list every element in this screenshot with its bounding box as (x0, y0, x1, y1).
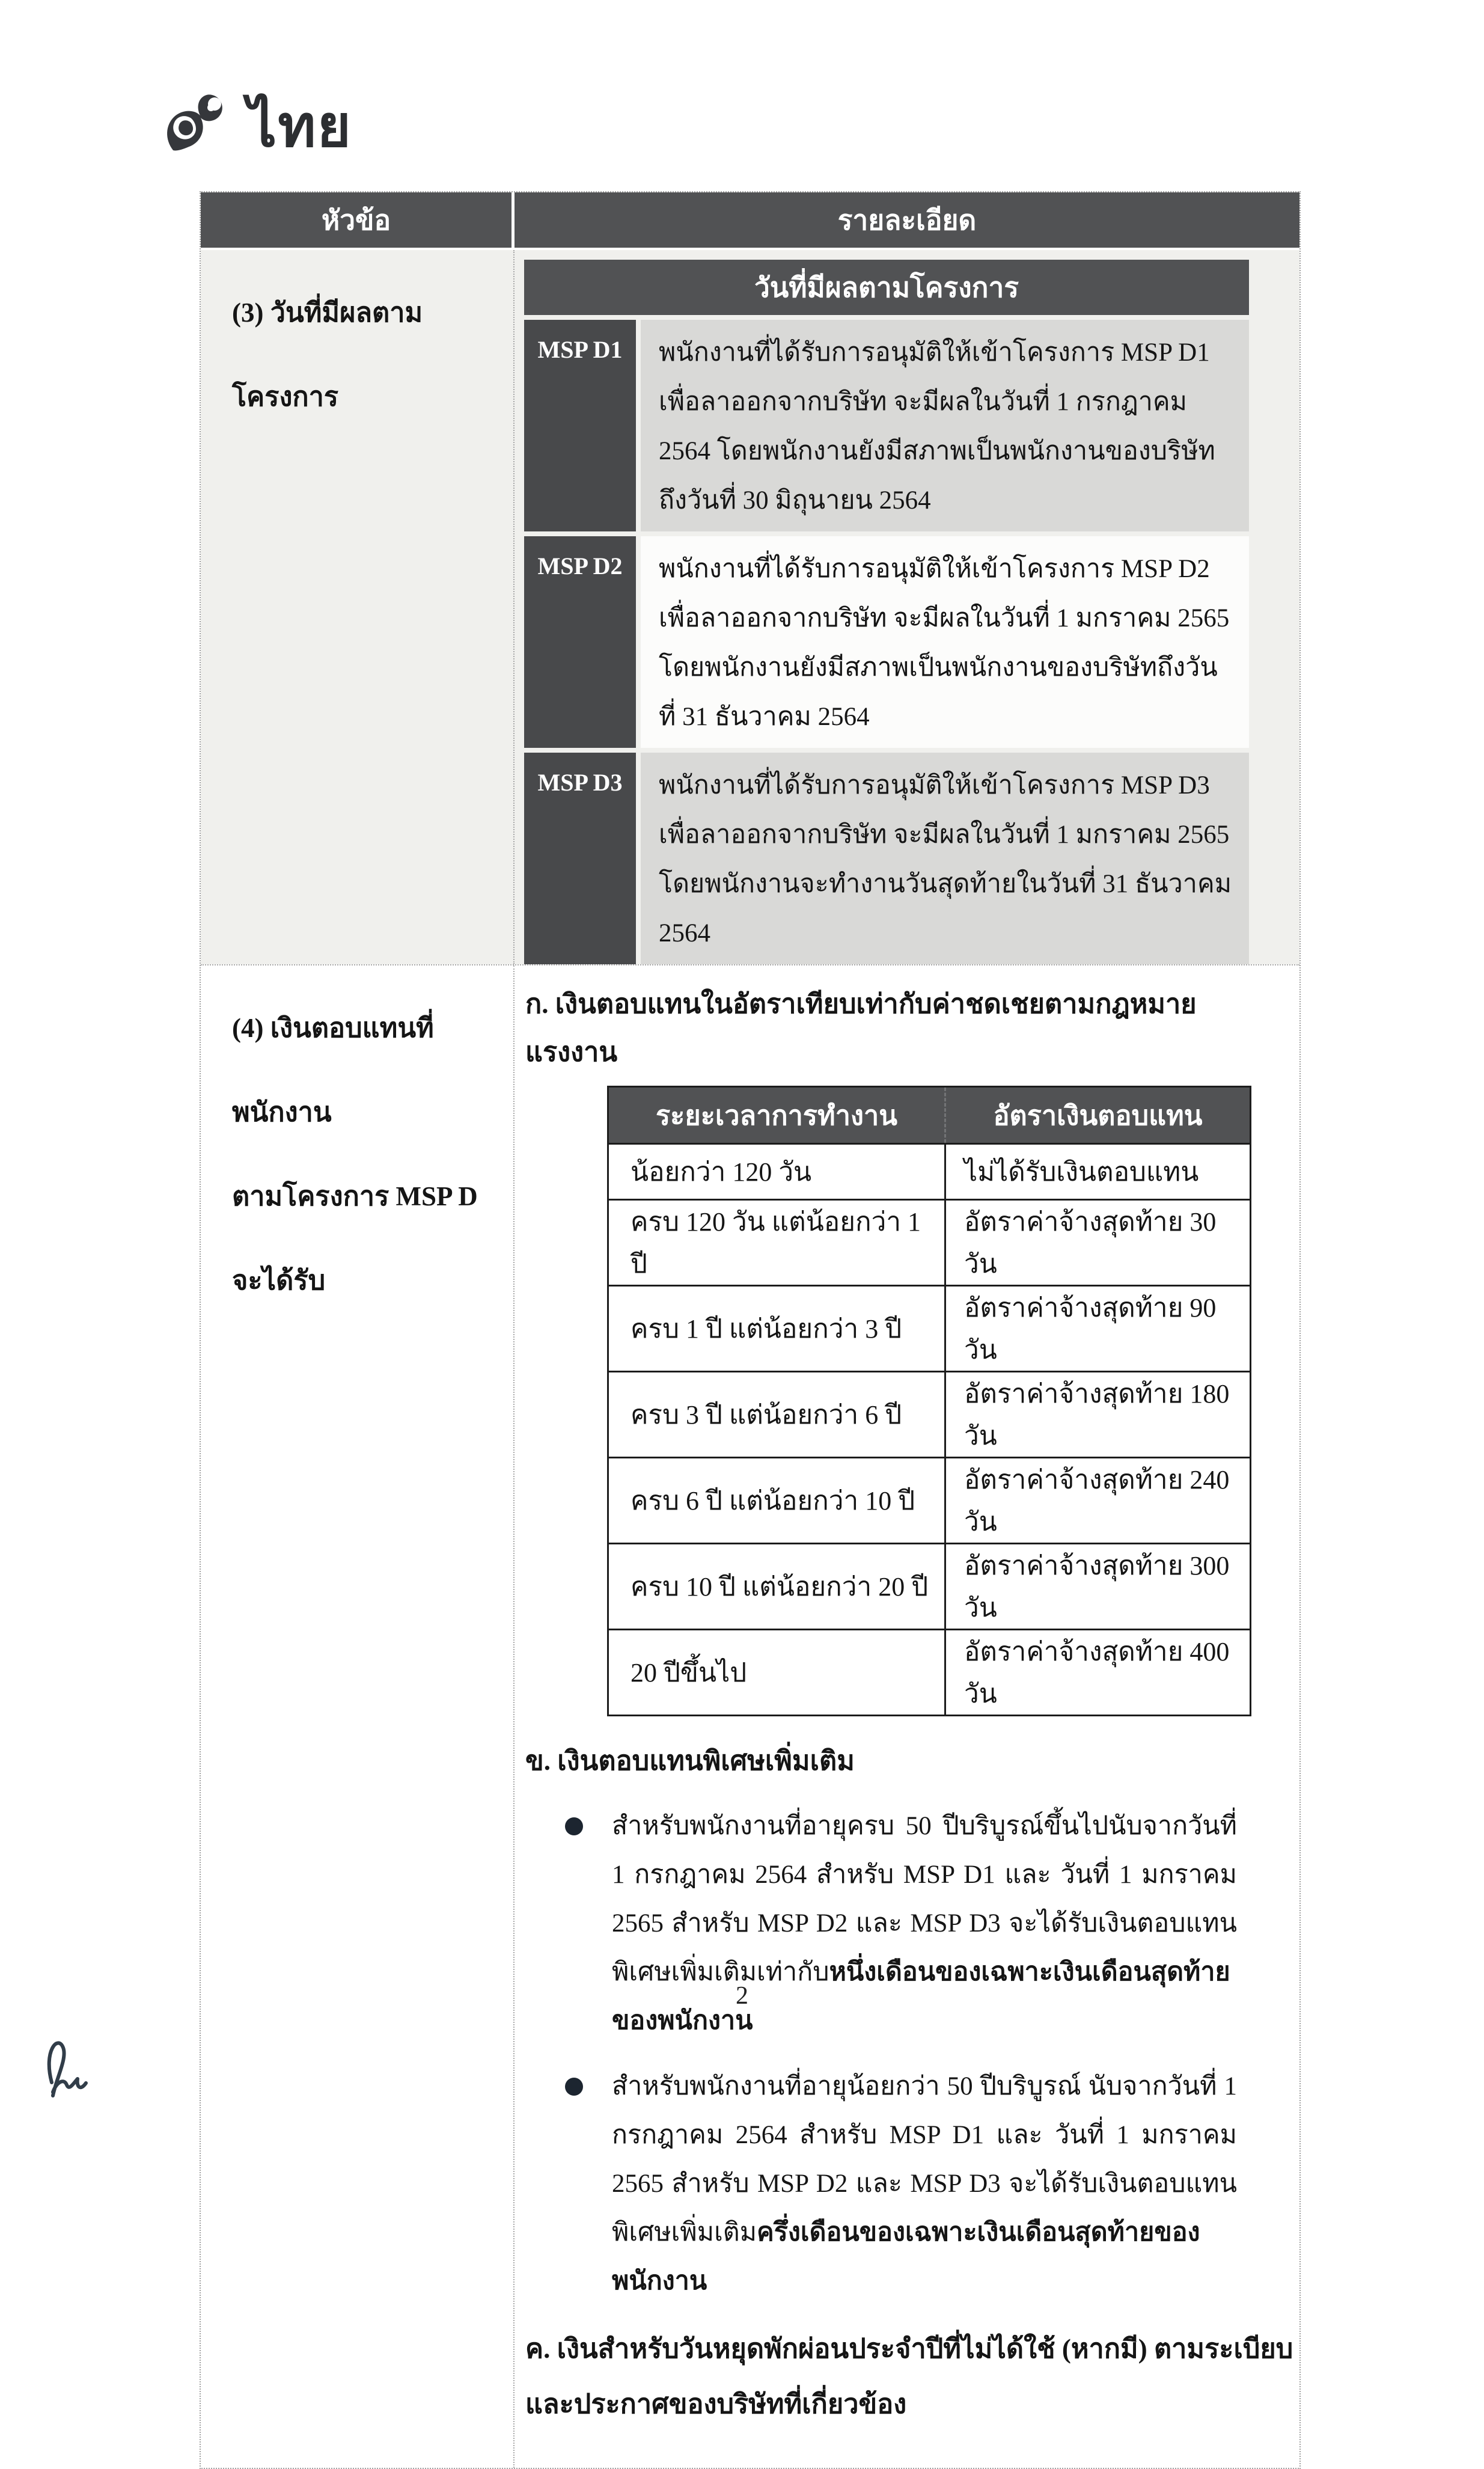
table-row (609, 1457, 1250, 1543)
comp-col-rate: อัตราเงินตอบแทน (944, 1088, 1250, 1143)
bullet-2-text (612, 2062, 1237, 2305)
comp-cell-rate: อัตราค่าจ้างสุดท้าย 90 วัน (944, 1287, 1250, 1371)
main-table (200, 191, 1301, 2469)
compensation-table (607, 1086, 1251, 1716)
details-cell-4 (515, 965, 1299, 2468)
msp-d2-label: MSP D2 (524, 536, 636, 748)
column-header-details: รายละเอียด (515, 192, 1299, 248)
bullet-2-bold: ครึ่งเดือนของเฉพาะเงินเดือนสุดท้ายของพนักงาน (612, 2218, 1200, 2295)
table-row-effective-date (201, 248, 1299, 964)
details-cell-3 (515, 250, 1299, 964)
comp-cell-duration: ครบ 10 ปี แต่น้อยกว่า 20 ปี (631, 1572, 929, 1602)
table-row (609, 1199, 1250, 1285)
table-row (524, 753, 1249, 964)
comp-cell-duration: ครบ 6 ปี แต่น้อยกว่า 10 ปี (631, 1486, 915, 1516)
bullet-icon (565, 2078, 583, 2096)
thai-airways-swirl-icon (163, 91, 236, 162)
comp-cell-rate: อัตราค่าจ้างสุดท้าย 300 วัน (944, 1544, 1250, 1629)
comp-cell-rate: อัตราค่าจ้างสุดท้าย 400 วัน (944, 1630, 1250, 1715)
table-row (609, 1629, 1250, 1715)
comp-cell-rate: ไม่ได้รับเงินตอบแทน (944, 1145, 1250, 1199)
page-number: 2 (736, 1982, 748, 2010)
table-row-compensation (201, 964, 1299, 2468)
bullet-1-bold: หนึ่งเดือนของเฉพาะเงินเดือนสุดท้ายของพนักงาน (612, 1958, 1230, 2035)
msp-d3-text: พนักงานที่ได้รับการอนุมัติให้เข้าโครงการ MSP D3 เพื่อลาออกจากบริษัท จะมีผลในวันที่ 1 มกราคม 2565 โดยพนักงานจะทำงานวันสุดท้ายในวันที่ 31 ธันวาคม 2564 (641, 753, 1249, 964)
thai-airways-logo (163, 91, 352, 162)
comp-cell-duration: 20 ปีขึ้นไป (631, 1658, 747, 1687)
comp-cell-rate: อัตราค่าจ้างสุดท้าย 30 วัน (944, 1201, 1250, 1285)
topic-cell-3 (201, 250, 515, 964)
table-row (524, 320, 1249, 531)
comp-cell-duration: น้อยกว่า 120 วัน (631, 1157, 812, 1187)
comp-cell-duration: ครบ 120 วัน แต่น้อยกว่า 1 ปี (631, 1207, 921, 1279)
section-a-heading: ก. เงินตอบแทนในอัตราเทียบเท่ากับค่าชดเชยตามกฎหมายแรงงาน (525, 989, 1197, 1067)
msp-d1-text: พนักงานที่ได้รับการอนุมัติให้เข้าโครงการ MSP D1 เพื่อลาออกจากบริษัท จะมีผลในวันที่ 1 กรกฎาคม 2564 โดยพนักงานยังมีสภาพเป็นพนักงานของบริษัทถึงวันที่ 30 มิถุนายน 2564 (641, 320, 1249, 531)
comp-cell-rate: อัตราค่าจ้างสุดท้าย 240 วัน (944, 1458, 1250, 1543)
topic-cell-4 (201, 965, 515, 2468)
effective-date-table-title: วันที่มีผลตามโครงการ (524, 260, 1249, 315)
column-header-topic: หัวข้อ (201, 192, 515, 248)
bullet-1-normal: สำหรับพนักงานที่อายุครบ 50 ปีบริบูรณ์ขึ้นไปนับจากวันที่ 1 กรกฎาคม 2564 สำหรับ MSP D1 และ วันที่ 1 มกราคม 2565 สำหรับ MSP D2 และ MSP D3 จะได้รับเงินตอบแทนพิเศษเพิ่มเติมเท่ากับ (612, 1812, 1237, 1986)
comp-cell-duration: ครบ 1 ปี แต่น้อยกว่า 3 ปี (631, 1314, 902, 1344)
topic-4-line1: (4) เงินตอบแทนที่พนักงาน (232, 1013, 434, 1127)
logo-wordmark: ไทย (248, 94, 352, 159)
bullet-2-normal: สำหรับพนักงานที่อายุน้อยกว่า 50 ปีบริบูรณ์ นับจากวันที่ 1 กรกฎาคม 2564 สำหรับ MSP D1 และ วันที่ 1 มกราคม 2565 สำหรับ MSP D2 และ MSP D3 จะได้รับเงินตอบแทนพิเศษเพิ่มเติม (612, 2072, 1237, 2247)
list-item (565, 2062, 1263, 2305)
table-row (609, 1143, 1250, 1199)
topic-4-line2: ตามโครงการ MSP D จะได้รับ (232, 1181, 478, 1296)
handwritten-initial (35, 2025, 101, 2106)
section-c-heading: ค. เงินสำหรับวันหยุดพักผ่อนประจำปีที่ไม่ได้ใช้ (หากมี) ตามระเบียบ และประกาศของบริษัทที่เกี่ยวข้อง (525, 2334, 1293, 2419)
table-row (609, 1543, 1250, 1629)
topic-3-text: (3) วันที่มีผลตามโครงการ (232, 298, 423, 412)
comp-cell-rate: อัตราค่าจ้างสุดท้าย 180 วัน (944, 1372, 1250, 1457)
compensation-table-header (609, 1088, 1250, 1143)
bullet-icon (565, 1817, 583, 1835)
msp-d2-text: พนักงานที่ได้รับการอนุมัติให้เข้าโครงการ MSP D2 เพื่อลาออกจากบริษัท จะมีผลในวันที่ 1 มกราคม 2565 โดยพนักงานยังมีสภาพเป็นพนักงานของบริษัทถึงวันที่ 31 ธันวาคม 2564 (641, 536, 1249, 748)
table-row (524, 536, 1249, 748)
effective-date-table (524, 260, 1249, 964)
main-table-header-row (201, 192, 1299, 248)
comp-cell-duration: ครบ 3 ปี แต่น้อยกว่า 6 ปี (631, 1400, 902, 1430)
msp-d1-label: MSP D1 (524, 320, 636, 531)
comp-col-duration: ระยะเวลาการทำงาน (656, 1101, 897, 1131)
table-row (609, 1285, 1250, 1371)
msp-d3-label: MSP D3 (524, 753, 636, 964)
table-row (609, 1371, 1250, 1457)
section-b-heading: ข. เงินตอบแทนพิเศษเพิ่มเติม (525, 1746, 855, 1776)
